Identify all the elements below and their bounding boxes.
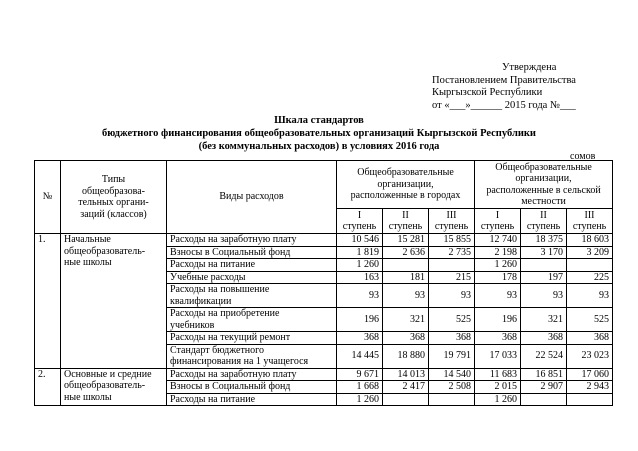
level-numeral: II: [402, 209, 409, 221]
document-subtitle-note: (без коммунальных расходов) в условиях 2016 года: [198, 141, 440, 152]
value-cell: 368: [521, 332, 567, 345]
value-cell: [383, 259, 429, 272]
standards-table: [34, 160, 613, 406]
value-cell: 16 851: [521, 368, 567, 381]
cell-line: Расходы на питание: [170, 259, 256, 270]
value-cell: 1 668: [337, 381, 383, 394]
expense-label: [167, 234, 337, 247]
section-number: 1.: [35, 234, 61, 369]
value-cell: 163: [337, 271, 383, 284]
expense-label: [167, 332, 337, 345]
cell-line: Общеобразовательные: [357, 167, 454, 179]
header-rural: [475, 161, 613, 209]
currency-unit: сомов: [570, 151, 596, 162]
value-cell: 12 740: [475, 234, 521, 247]
value-cell: 93: [337, 284, 383, 308]
section-type: [61, 234, 167, 369]
cell-line: общеобразователь-: [64, 380, 146, 391]
cell-line: местности: [521, 196, 566, 207]
cell-line: Основные и средние: [64, 368, 152, 380]
value-cell: 1 260: [475, 259, 521, 272]
value-cell: 197: [521, 271, 567, 284]
expense-label: [167, 271, 337, 284]
value-cell: 93: [567, 284, 613, 308]
value-cell: 215: [429, 271, 475, 284]
value-cell: 9 671: [337, 368, 383, 381]
cell-line: организации,: [515, 173, 572, 184]
approval-line: от «___»______ 2015 года №___: [432, 99, 576, 111]
value-cell: 181: [383, 271, 429, 284]
value-cell: [429, 259, 475, 272]
value-cell: [521, 393, 567, 406]
cell-line: Типы: [101, 174, 126, 185]
level-word: ступень: [480, 221, 515, 232]
expense-label: [167, 368, 337, 381]
level-header: [383, 209, 429, 234]
level-numeral: III: [584, 209, 595, 221]
value-cell: 10 546: [337, 234, 383, 247]
value-cell: [567, 393, 613, 406]
level-header: [337, 209, 383, 234]
level-header: [475, 209, 521, 234]
level-numeral: I: [357, 209, 362, 221]
level-header: [521, 209, 567, 234]
value-cell: 1 260: [475, 393, 521, 406]
value-cell: 17 033: [475, 344, 521, 368]
value-cell: 2 015: [475, 381, 521, 394]
header-num: №: [35, 161, 61, 234]
expense-label: [167, 344, 337, 368]
cell-line: организации,: [377, 178, 434, 190]
value-cell: 2 735: [429, 246, 475, 259]
cell-line: Взносы в Социальный фонд: [170, 381, 291, 392]
value-cell: 225: [567, 271, 613, 284]
cell-line: Общеобразовательные: [495, 161, 592, 173]
value-cell: 525: [429, 308, 475, 332]
value-cell: 368: [429, 332, 475, 345]
cell-line: Начальные: [64, 234, 111, 245]
value-cell: 15 281: [383, 234, 429, 247]
value-cell: 14 540: [429, 368, 475, 381]
level-numeral: III: [446, 209, 457, 221]
cell-line: ные школы: [64, 257, 112, 268]
value-cell: 14 445: [337, 344, 383, 368]
level-word: ступень: [388, 221, 423, 232]
cell-line: Расходы на питание: [170, 393, 256, 405]
value-cell: [429, 393, 475, 406]
cell-line: Учебные расходы: [170, 271, 246, 283]
cell-line: Расходы на повышение: [170, 284, 270, 295]
value-cell: 368: [337, 332, 383, 345]
cell-line: тельных органи-: [78, 197, 149, 208]
level-word: ступень: [526, 221, 561, 232]
value-cell: 2 636: [383, 246, 429, 259]
cell-line: Расходы на заработную плату: [170, 234, 297, 245]
value-cell: 18 603: [567, 234, 613, 247]
expense-label: [167, 259, 337, 272]
level-numeral: II: [540, 209, 547, 221]
value-cell: 18 880: [383, 344, 429, 368]
value-cell: 2 198: [475, 246, 521, 259]
approval-line: Утверждена: [502, 62, 557, 73]
value-cell: 14 013: [383, 368, 429, 381]
value-cell: 368: [383, 332, 429, 345]
cell-line: заций (классов): [80, 208, 147, 220]
value-cell: 18 375: [521, 234, 567, 247]
cell-line: Расходы на приобретение: [170, 308, 280, 319]
cell-line: квалификации: [170, 295, 232, 307]
document-title: Шкала стандартов: [274, 115, 364, 126]
header-urban: [337, 161, 475, 209]
cell-line: учебников: [170, 319, 215, 331]
table-body: [35, 161, 613, 406]
cell-line: Взносы в Социальный фонд: [170, 246, 291, 258]
value-cell: 15 855: [429, 234, 475, 247]
value-cell: [567, 259, 613, 272]
value-cell: 2 417: [383, 381, 429, 394]
cell-line: общеобразователь-: [64, 245, 146, 257]
value-cell: 93: [429, 284, 475, 308]
approval-line: Постановлением Правительства: [432, 74, 576, 86]
expense-label: [167, 393, 337, 406]
value-cell: 11 683: [475, 368, 521, 381]
value-cell: 1 260: [337, 259, 383, 272]
value-cell: 2 943: [567, 381, 613, 394]
value-cell: 2 907: [521, 381, 567, 394]
table-row: [35, 234, 613, 247]
table-row: [35, 368, 613, 381]
cell-line: ные школы: [64, 391, 112, 403]
level-numeral: I: [495, 209, 500, 221]
cell-line: Расходы на текущий ремонт: [170, 332, 291, 343]
value-cell: 3 209: [567, 246, 613, 259]
cell-line: финансирования на 1 учащегося: [170, 356, 309, 367]
value-cell: 196: [337, 308, 383, 332]
value-cell: 93: [475, 284, 521, 308]
approval-block: [432, 62, 632, 112]
cell-line: Расходы на заработную плату: [170, 368, 297, 380]
value-cell: 1 819: [337, 246, 383, 259]
level-word: ступень: [342, 221, 377, 232]
value-cell: 1 260: [337, 393, 383, 406]
value-cell: 368: [475, 332, 521, 345]
value-cell: 321: [521, 308, 567, 332]
value-cell: [521, 259, 567, 272]
cell-line: расположенные в городах: [350, 190, 461, 202]
cell-line: общеобразова-: [81, 185, 145, 197]
value-cell: [383, 393, 429, 406]
value-cell: 2 508: [429, 381, 475, 394]
value-cell: 3 170: [521, 246, 567, 259]
value-cell: 93: [521, 284, 567, 308]
level-word: ступень: [434, 221, 469, 232]
value-cell: 525: [567, 308, 613, 332]
value-cell: 368: [567, 332, 613, 345]
value-cell: 17 060: [567, 368, 613, 381]
expense-label: [167, 284, 337, 308]
value-cell: 22 524: [521, 344, 567, 368]
document-subtitle: бюджетного финансирования общеобразовательных организаций Кыргызской Республики: [102, 128, 536, 139]
value-cell: 19 791: [429, 344, 475, 368]
header-row: [35, 161, 613, 209]
expense-label: [167, 246, 337, 259]
cell-line: Стандарт бюджетного: [170, 344, 265, 356]
value-cell: 196: [475, 308, 521, 332]
level-header: [567, 209, 613, 234]
section-type: [61, 368, 167, 406]
value-cell: 23 023: [567, 344, 613, 368]
expense-label: [167, 381, 337, 394]
section-number: 2.: [35, 368, 61, 406]
header-expense: Виды расходов: [167, 161, 337, 234]
header-types: [61, 161, 167, 234]
level-word: ступень: [572, 221, 607, 232]
approval-line: Кыргызской Республики: [432, 87, 543, 98]
value-cell: 321: [383, 308, 429, 332]
value-cell: 178: [475, 271, 521, 284]
cell-line: расположенные в сельской: [486, 184, 601, 196]
level-header: [429, 209, 475, 234]
expense-label: [167, 308, 337, 332]
value-cell: 93: [383, 284, 429, 308]
